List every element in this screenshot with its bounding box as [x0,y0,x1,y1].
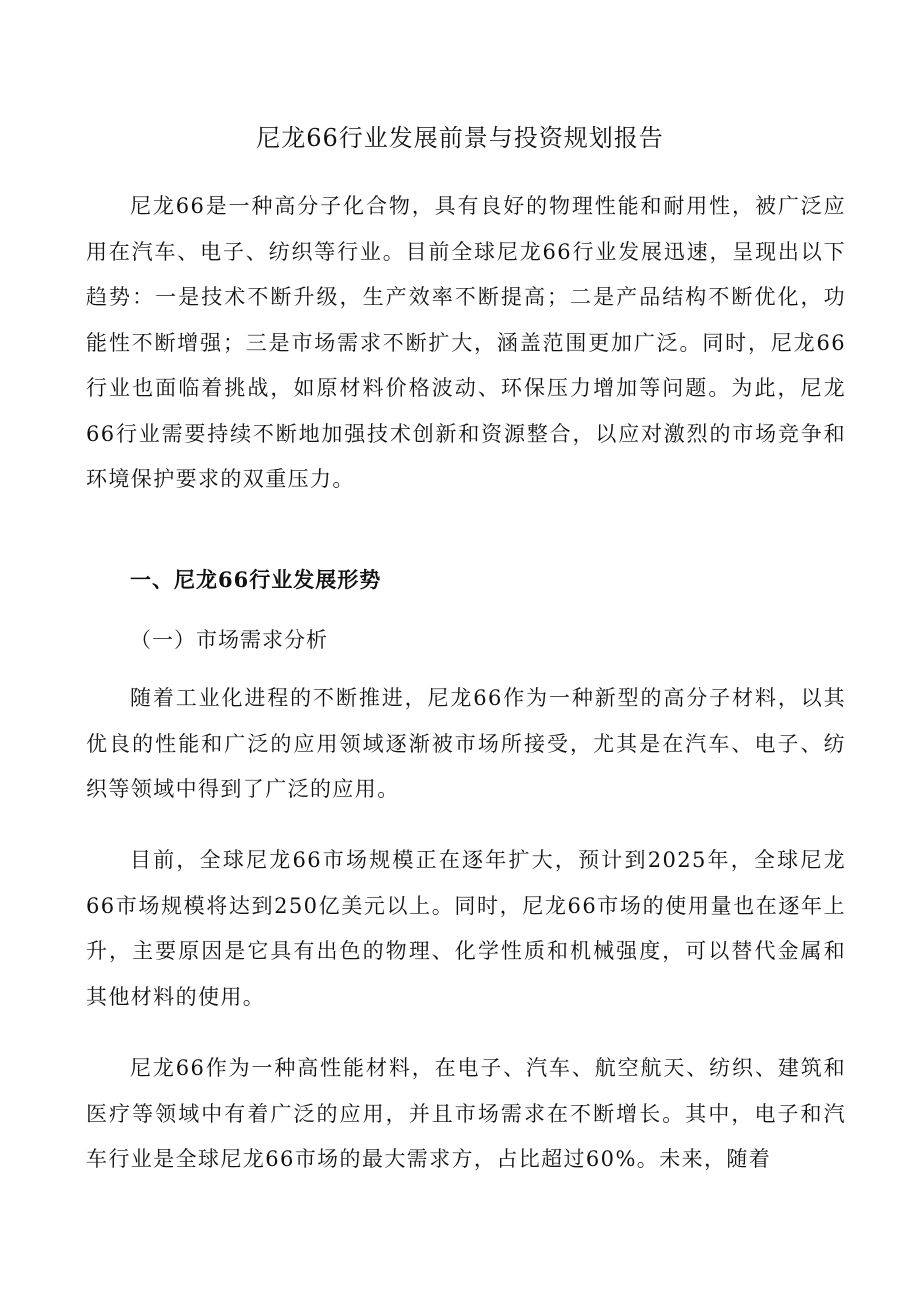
section-heading: 一、尼龙66行业发展形势 [130,567,382,592]
body-paragraph-2: 目前，全球尼龙66市场规模正在逐年扩大，预计到2025年，全球尼龙66市场规模将达到250亿美元以上。同时，尼龙66市场的使用量也在逐年上升，主要原因是它具有出色的物理、化学性质和机械强度，可以替代金属和其他材料的使用。 [86,848,846,1009]
subsection-heading: （一）市场需求分析 [130,628,328,652]
body-paragraph-3: 尼龙66作为一种高性能材料，在电子、汽车、航空航天、纺织、建筑和医疗等领域中有着广泛的应用，并且市场需求在不断增长。其中，电子和汽车行业是全球尼龙66市场的最大需求方，占比超过60%。未来，随着 [86,1056,846,1171]
intro-paragraph: 尼龙66是一种高分子化合物，具有良好的物理性能和耐用性，被广泛应用在汽车、电子、纺织等行业。目前全球尼龙66行业发展迅速，呈现出以下趋势：一是技术不断升级，生产效率不断提高；二是产品结构不断优化，功能性不断增强；三是市场需求不断扩大，涵盖范围更加广泛。同时，尼龙66行业也面临着挑战，如原材料价格波动、环保压力增加等问题。为此，尼龙66行业需要持续不断地加强技术创新和资源整合，以应对激烈的市场竞争和环境保护要求的双重压力。 [86,194,846,491]
document-title: 尼龙66行业发展前景与投资规划报告 [256,124,664,152]
body-paragraph-1: 随着工业化进程的不断推进，尼龙66作为一种新型的高分子材料，以其优良的性能和广泛的应用领域逐渐被市场所接受，尤其是在汽车、电子、纺织等领域中得到了广泛的应用。 [86,686,846,801]
